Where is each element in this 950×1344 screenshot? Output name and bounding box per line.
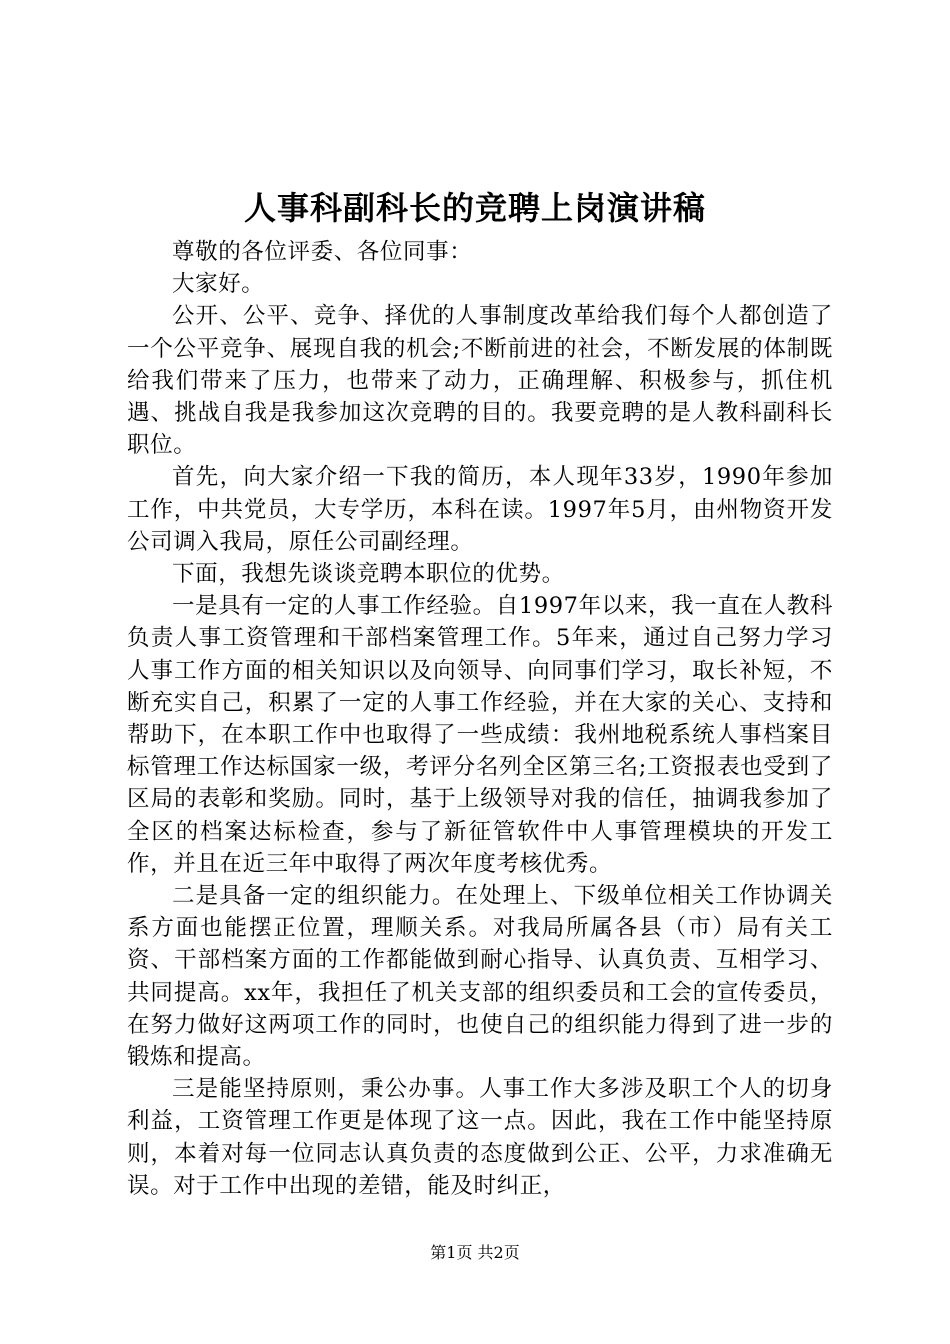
document-body xyxy=(127,236,833,1202)
paragraph-intro: 公开、公平、竞争、择优的人事制度改革给我们每个人都创造了一个公平竞争、展现自我的机会;不断前进的社会，不断发展的体制既给我们带来了压力，也带来了动力，正确理解、积极参与，抓住机遇、挑战自我是我参加这次竞聘的目的。我要竞聘的是人教科副科长职位。 xyxy=(127,303,833,459)
paragraph-organization: 二是具备一定的组织能力。在处理上、下级单位相关工作协调关系方面也能摆正位置，理顺关系。对我局所属各县（市）局有关工资、干部档案方面的工作都能做到耐心指导、认真负责、互相学习、共同提高。xx年，我担任了机关支部的组织委员和工会的宣传委员，在努力做好这两项工作的同时，也使自己的组织能力得到了进一步的锻炼和提高。 xyxy=(127,883,833,1071)
greeting: 大家好。 xyxy=(172,271,265,298)
page-footer: 第1页 共2页 xyxy=(430,1243,520,1262)
salutation: 尊敬的各位评委、各位同事： xyxy=(172,239,473,265)
paragraph-advantages-lead: 下面，我想先谈谈竞聘本职位的优势。 xyxy=(172,561,565,588)
document-title: 人事科副科长的竞聘上岗演讲稿 xyxy=(243,189,706,227)
paragraph-experience: 一是具有一定的人事工作经验。自1997年以来，我一直在人教科负责人事工资管理和干部档案管理工作。5年来，通过自己努力学习人事工作方面的相关知识以及向领导、向同事们学习，取长补短，不断充实自己，积累了一定的人事工作经验，并在大家的关心、支持和帮助下，在本职工作中也取得了一些成绩：我州地税系统人事档案目标管理工作达标国家一级，考评分名列全区第三名;工资报表也受到了区局的表彰和奖励。同时，基于上级领导对我的信任，抽调我参加了全区的档案达标检查，参与了新征管软件中人事管理模块的开发工作，并且在近三年中取得了两次年度考核优秀。 xyxy=(127,593,833,877)
paragraph-principle: 三是能坚持原则，秉公办事。人事工作大多涉及职工个人的切身利益，工资管理工作更是体现了这一点。因此，我在工作中能坚持原则，本着对每一位同志认真负责的态度做到公正、公平，力求准确无误。对于工作中出现的差错，能及时纠正， xyxy=(127,1076,833,1199)
paragraph-resume: 首先，向大家介绍一下我的简历，本人现年33岁，1990年参加工作，中共党员，大专学历，本科在读。1997年5月，由州物资开发公司调入我局，原任公司副经理。 xyxy=(127,464,833,555)
